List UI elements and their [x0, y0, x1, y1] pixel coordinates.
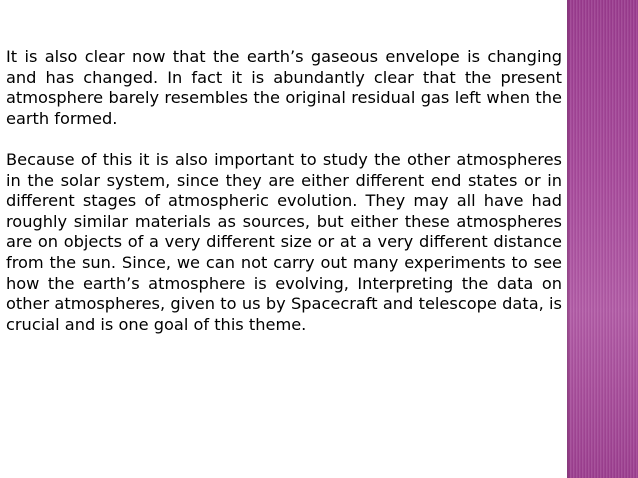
- paragraph-atmosphere-change: It is also clear now that the earth’s gaseous envelope is changing and has changed. In fact it is abundantly clear that the present atmosphere barely resembles the original residual gas left when the earth formed.: [6, 47, 562, 128]
- decorative-sidebar: [567, 0, 638, 478]
- slide-body: [6, 47, 562, 335]
- paragraph-other-atmospheres: Because of this it is also important to study the other atmospheres in the solar system, since they are either different end states or in different stages of atmospheric evolution. They may all have had roughly similar materials as sources, but either these atmospheres are on objects of a very different size or at a very different distance from the sun. Since, we can not carry out many experiments to see how the earth’s atmosphere is evolving, Interpreting the data on other atmospheres, given to us by Spacecraft and telescope data, is crucial and is one goal of this theme.: [6, 149, 562, 334]
- sidebar-edge-shadow: [567, 0, 570, 478]
